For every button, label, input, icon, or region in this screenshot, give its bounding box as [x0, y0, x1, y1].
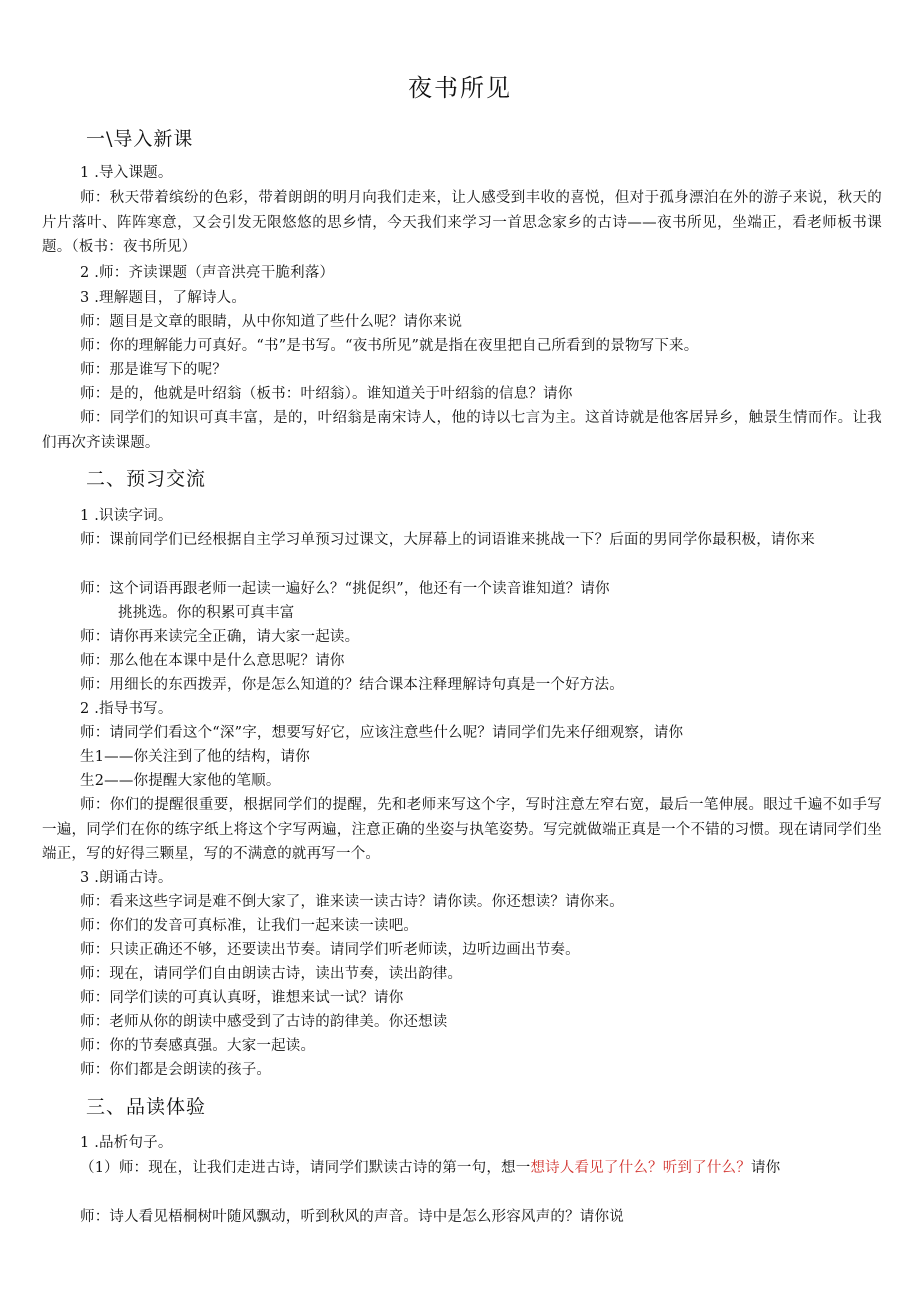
paragraph: 师：请你再来读完全正确，请大家一起读。 [80, 629, 360, 645]
paragraph: 师：请同学们看这个“深”字，想要写好它，应该注意些什么呢？请同学们先来仔细观察，请你 [80, 725, 684, 741]
highlighted-question: 想诗人看见了什么？听到了什么？ [530, 1160, 751, 1176]
item-1-heading: 1 .品析句子。 [80, 1135, 173, 1151]
item-3-heading: 3 .朗诵古诗。 [80, 870, 173, 886]
item-2-heading: 2 .指导书写。 [80, 701, 173, 717]
student-answer-1: 生1——你关注到了他的结构，请你 [80, 749, 310, 765]
student-answer-2: 生2——你提醒大家他的笔顺。 [80, 773, 281, 789]
paragraph: 师：你们都是会朗读的孩子。 [80, 1062, 272, 1078]
paragraph: 师：秋天带着缤纷的色彩，带着朗朗的明月向我们走来，让人感受到丰收的喜悦，但对于孤身漂泊在外的游子来说，秋天的片片落叶、阵阵寒意，又会引发无限悠悠的思乡情，今天我们来学习一首思念家乡的古诗——夜书所见，坐端正，看老师板书课题。（板书：夜书所见） [42, 190, 882, 255]
paragraph: 师：老师从你的朗读中感受到了古诗的韵律美。你还想读 [80, 1014, 448, 1030]
paragraph: 师：课前同学们已经根据自主学习单预习过课文，大屏幕上的词语谁来挑战一下？后面的男同学你最积极，请你来 [80, 532, 815, 548]
section-heading-2: 二、预习交流 [86, 468, 207, 490]
paragraph: 师：同学们的知识可真丰富，是的，叶绍翁是南宋诗人，他的诗以七言为主。这首诗就是他客居异乡，触景生情而作。让我们再次齐读课题。 [42, 410, 882, 451]
item-1-heading: 1 .导入课题。 [80, 165, 173, 181]
item-2: 2 .师：齐读课题（声音洪亮干脆利落） [80, 265, 335, 281]
paragraph: 师：看来这些字词是难不倒大家了，谁来读一读古诗？请你读。你还想读？请你来。 [80, 894, 624, 910]
paragraph: 师：你们的发音可真标准，让我们一起来读一读吧。 [80, 918, 419, 934]
paragraph: 师：你的理解能力可真好。“书”是书写。“夜书所见”就是指在夜里把自己所看到的景物写下来。 [80, 338, 699, 354]
item-3-heading: 3 .理解题目，了解诗人。 [80, 290, 247, 306]
paragraph: 师：你们的提醒很重要，根据同学们的提醒，先和老师来写这个字，写时注意左窄右宽，最后一笔伸展。眼过千遍不如手写一遍，同学们在你的练字纸上将这个字写两遍，注意正确的坐姿与执笔姿势。写完就做端正真是一个不错的习惯。现在请同学们坐端正，写的好得三颗星，写的不满意的就再写一个。 [42, 797, 882, 862]
paragraph: 师：现在，请同学们自由朗读古诗，读出节奏，读出韵律。 [80, 966, 463, 982]
paragraph: 挑挑选。你的积累可真丰富 [118, 605, 295, 621]
paragraph: 师：那是谁写下的呢？ [80, 362, 227, 378]
paragraph: 师：这个词语再跟老师一起读一遍好么？“挑促织”，他还有一个读音谁知道？请你 [80, 581, 610, 597]
paragraph: 师：同学们读的可真认真呀，谁想来试一试？请你 [80, 990, 404, 1006]
paragraph-text: （1）师：现在，让我们走进古诗，请同学们默读古诗的第一句，想一 [80, 1160, 531, 1176]
paragraph: 师：用细长的东西拨弄，你是怎么知道的？结合课本注释理解诗句真是一个好方法。 [80, 677, 624, 693]
paragraph: 师：题目是文章的眼睛，从中你知道了些什么呢？请你来说 [80, 314, 463, 330]
paragraph: 师：是的，他就是叶绍翁（板书：叶绍翁）。谁知道关于叶绍翁的信息？请你 [80, 386, 573, 402]
item-1-heading: 1 .识读字词。 [80, 508, 173, 524]
section-heading-3: 三、品读体验 [86, 1096, 207, 1118]
paragraph-text: 请你 [750, 1160, 781, 1176]
section-heading-1: 一\导入新课 [86, 128, 194, 150]
paragraph: 师：诗人看见梧桐树叶随风飘动，听到秋风的声音。诗中是怎么形容风声的？请你说 [80, 1209, 624, 1225]
paragraph: 师：你的节奏感真强。大家一起读。 [80, 1038, 316, 1054]
page-title: 夜书所见 [408, 74, 512, 102]
paragraph [42, 1156, 882, 1181]
paragraph: 师：那么他在本课中是什么意思呢？请你 [80, 653, 345, 669]
paragraph: 师：只读正确还不够，还要读出节奏。请同学们听老师读，边听边画出节奏。 [80, 942, 580, 958]
